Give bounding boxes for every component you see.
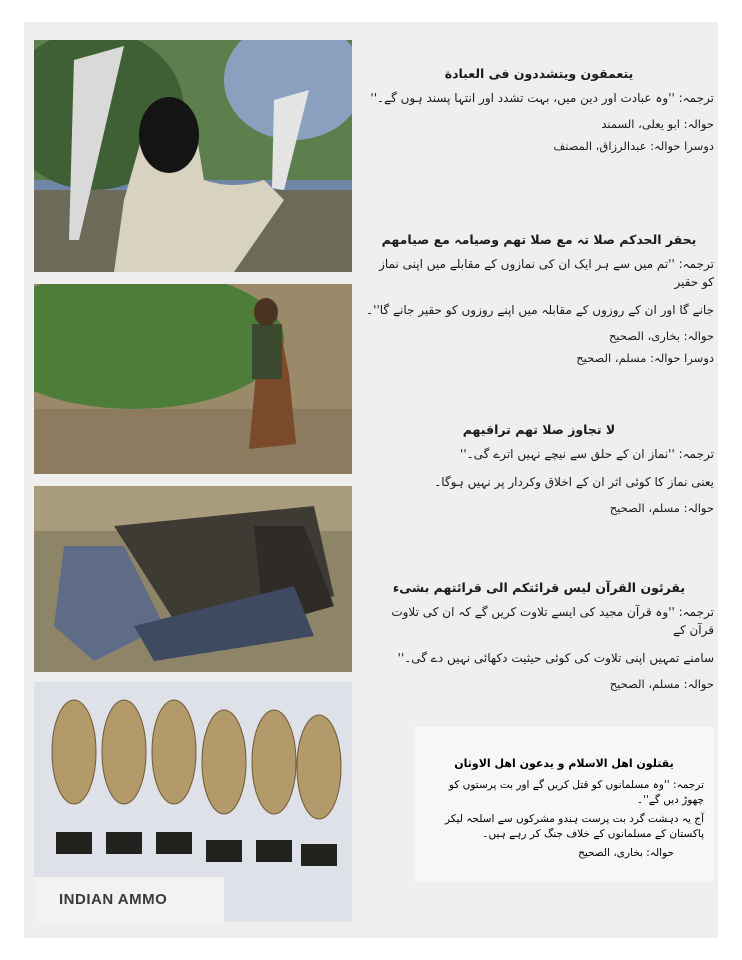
section-ref: حوالہ: مسلم، الصحیح <box>609 501 714 515</box>
section-line: جانے گا اور ان کے روزوں کے مقابلہ میں اپنے روزوں کو حقیر جانے گا''۔ <box>366 303 714 317</box>
sword-photo-illustration <box>34 40 352 272</box>
section-ref: دوسرا حوالہ: عبدالرزاق، المصنف <box>553 139 714 153</box>
box-heading: یقتلون اهل الاسلام و یدعون اهل الاوثان <box>454 757 674 770</box>
document-page <box>24 22 718 938</box>
box-ref: حوالہ: بخاری، الصحیح <box>578 847 674 859</box>
prayer-photo-illustration <box>34 486 352 672</box>
photo-man-walking <box>34 284 352 474</box>
quote-box <box>414 727 714 882</box>
section-line: سامنے تمہیں اپنی تلاوت کی کوئی حیثیت دکھائی نہیں دے گی۔'' <box>397 651 714 665</box>
section-3 <box>364 422 714 523</box>
section-ref: حوالہ: بخاری، الصحیح <box>608 329 714 343</box>
section-line: ترجمہ: ''وہ عبادت اور دین میں، بہت تشدد اور انتہا پسند ہوں گے۔'' <box>370 91 714 105</box>
section-ref: دوسرا حوالہ: مسلم، الصحیح <box>576 351 714 365</box>
photo-armed-man-swords <box>34 40 352 272</box>
box-line: ترجمہ: ''وہ مسلمانوں کو قتل کریں گے اور بت پرستوں کو چھوڑ دیں گے''۔ <box>448 779 704 806</box>
section-heading: یقرئون القرآن لیس قرائتکم الی قرائتھم بشیء <box>392 580 686 595</box>
box-line: آج یہ دہشت گرد بت پرست ہندو مشرکوں سے اسلحہ لیکر پاکستان کے مسلمانوں کے خلاف جنگ کر رہے ہیں۔ <box>444 813 704 840</box>
section-line: ترجمہ: ''تم میں سے ہر ایک ان کی نمازوں کے مقابلے میں اپنی نماز کو حقیر <box>379 257 714 289</box>
walking-photo-illustration <box>34 284 352 474</box>
section-heading: يتعمقون ويتشددون فى العبادة <box>444 66 634 81</box>
section-line: ترجمہ: ''نماز ان کے حلق سے نیچے نہیں اترے گی۔'' <box>460 447 714 461</box>
ammo-caption: INDIAN AMMO <box>59 891 168 908</box>
photo-mortar-shells <box>34 682 352 922</box>
section-2 <box>364 232 714 373</box>
ammo-photo-illustration <box>34 682 352 922</box>
section-ref: حوالہ: مسلم، الصحیح <box>609 677 714 691</box>
photo-men-praying <box>34 486 352 672</box>
section-ref: حوالہ: ابو یعلی، السمند <box>601 117 714 131</box>
section-heading: یحقر الحدکم صلا تہ مع صلا تھم وصیامہ مع صیامھم <box>381 232 697 247</box>
section-line: یعنی نماز کا کوئی اثر ان کے اخلاق وکردار پر نہیں ہوگا۔ <box>434 475 714 489</box>
section-4 <box>364 580 714 699</box>
section-heading: لا تجاوز صلا تھم تراقیھم <box>462 422 616 437</box>
section-1 <box>364 66 714 161</box>
section-line: ترجمہ: ''وہ قرآن مجید کی ایسے تلاوت کریں گے کہ ان کی تلاوت قرآن کے <box>391 605 714 637</box>
